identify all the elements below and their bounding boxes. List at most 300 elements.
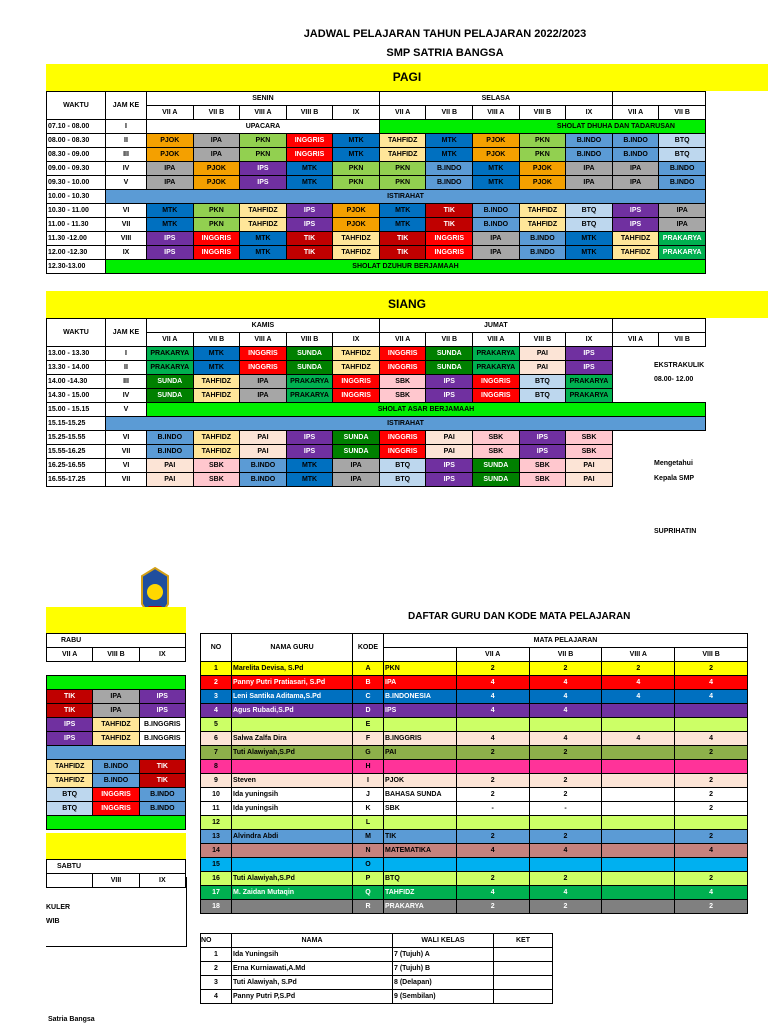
guru-cell: TAHFIDZ	[384, 886, 457, 900]
guru-cell	[602, 774, 675, 788]
subject-cell: TAHFIDZ	[193, 445, 240, 459]
subject-cell: INGGRIS	[473, 375, 520, 389]
guru-cell: Alvindra Abdi	[232, 830, 353, 844]
table-row	[47, 204, 706, 218]
guru-cell	[232, 718, 353, 732]
wali-cell	[494, 990, 553, 1004]
table-row	[47, 718, 186, 732]
subject-cell: TAHFIDZ	[519, 204, 566, 218]
subject-cell: TAHFIDZ	[47, 760, 93, 774]
guru-cell	[602, 704, 675, 718]
subject-cell: PRAKARYA	[147, 347, 194, 361]
subject-cell: IPA	[659, 204, 706, 218]
time-cell: 12.30-13.00	[47, 260, 106, 274]
wali-cell: 8 (Delapan)	[393, 976, 494, 990]
table-row	[201, 948, 553, 962]
guru-cell: 16	[201, 872, 232, 886]
jam-cell: VI	[106, 459, 147, 473]
subject-cell: SUNDA	[426, 347, 473, 361]
class-header: VII B	[426, 333, 473, 347]
table-row	[47, 361, 706, 375]
subject-cell: MTK	[147, 218, 194, 232]
waktu-header: WAKTU	[47, 92, 106, 120]
pagi-schedule-table	[46, 91, 706, 274]
wali-cell: Ida Yuningsih	[232, 948, 393, 962]
guru-cell: 12	[201, 816, 232, 830]
subject-cell: MTK	[193, 361, 240, 375]
class-header: IX	[333, 106, 380, 120]
subject-cell: MTK	[286, 176, 333, 190]
table-row	[47, 176, 706, 190]
subject-cell: BTQ	[47, 788, 93, 802]
subject-cell: MTK	[286, 473, 333, 487]
subject-cell: INGGRIS	[379, 431, 426, 445]
guru-cell: Q	[353, 886, 384, 900]
subject-cell: PAI	[519, 347, 566, 361]
subject-cell: SBK	[566, 431, 613, 445]
class-header: VIII B	[93, 648, 139, 662]
subject-cell: INGGRIS	[379, 445, 426, 459]
guru-cell: 2	[529, 830, 602, 844]
subject-cell: SBK	[193, 473, 240, 487]
guru-cell: 15	[201, 858, 232, 872]
guru-cell: P	[353, 872, 384, 886]
table-row	[47, 120, 706, 134]
table-row	[47, 232, 706, 246]
subject-cell: PKN	[240, 134, 287, 148]
table-row	[201, 872, 748, 886]
table-row	[47, 389, 706, 403]
guru-cell: 2	[201, 676, 232, 690]
subject-cell: PKN	[519, 134, 566, 148]
jam-cell: V	[106, 176, 147, 190]
day-header: SENIN	[147, 92, 380, 106]
jam-cell: I	[106, 347, 147, 361]
subject-cell: IPA	[566, 162, 613, 176]
wali-header: NAMA	[232, 934, 393, 948]
empty-cell	[612, 459, 659, 473]
guru-cell: 4	[456, 704, 529, 718]
subject-cell: MTK	[566, 246, 613, 260]
time-cell: 09.00 - 09.30	[47, 162, 106, 176]
subject-cell: IPS	[426, 473, 473, 487]
class-header: VII B	[529, 648, 602, 662]
day-header	[612, 319, 705, 333]
subject-cell: MTK	[473, 162, 520, 176]
guru-cell	[602, 788, 675, 802]
guru-cell: 2	[675, 662, 748, 676]
table-row	[47, 403, 706, 417]
time-cell: 11.00 - 11.30	[47, 218, 106, 232]
subject-cell: B.INDO	[426, 176, 473, 190]
subject-cell: PRAKARYA	[147, 361, 194, 375]
guru-cell: 1	[201, 662, 232, 676]
jam-cell: VII	[106, 445, 147, 459]
guru-cell	[602, 844, 675, 858]
subject-cell: TIK	[286, 246, 333, 260]
guru-cell: 2	[456, 872, 529, 886]
subject-cell: TIK	[286, 232, 333, 246]
guru-cell: 2	[529, 900, 602, 914]
siang-banner: SIANG	[46, 291, 768, 318]
class-header: VIII B	[519, 333, 566, 347]
subject-cell: PJOK	[193, 176, 240, 190]
table-row	[201, 844, 748, 858]
subject-cell: TIK	[379, 232, 426, 246]
jam-header: JAM KE	[106, 92, 147, 120]
subject-cell: TAHFIDZ	[193, 431, 240, 445]
subject-cell: MTK	[240, 232, 287, 246]
guru-cell: 2	[529, 872, 602, 886]
sabtu-class-ix: IX	[139, 874, 185, 888]
guru-cell: 2	[456, 900, 529, 914]
empty-cell	[612, 375, 659, 389]
class-header: VII A	[456, 648, 529, 662]
subject-cell: IPA	[612, 176, 659, 190]
sabtu-day: SABTU	[47, 860, 186, 874]
jam-cell: IV	[106, 389, 147, 403]
subject-cell: INGGRIS	[286, 134, 333, 148]
subject-cell: SBK	[379, 375, 426, 389]
subject-cell: B.INDO	[147, 431, 194, 445]
subject-cell: MTK	[426, 134, 473, 148]
sholat-cell	[47, 816, 186, 830]
subject-cell: TAHFIDZ	[193, 389, 240, 403]
guru-cell: Marelita Devisa, S.Pd	[232, 662, 353, 676]
subject-cell: B.INDO	[612, 148, 659, 162]
guru-cell: -	[456, 802, 529, 816]
subject-cell: MTK	[379, 204, 426, 218]
subject-cell: SUNDA	[473, 459, 520, 473]
guru-cell: SBK	[384, 802, 457, 816]
class-header: VIII B	[519, 106, 566, 120]
subject-cell: PJOK	[147, 148, 194, 162]
table-row	[47, 148, 706, 162]
wali-cell: 2	[201, 962, 232, 976]
table-row	[201, 830, 748, 844]
subject-cell: SBK	[379, 389, 426, 403]
subject-cell: INGGRIS	[286, 148, 333, 162]
subject-cell: IPS	[286, 431, 333, 445]
pagi-banner: PAGI	[46, 64, 768, 91]
subject-cell: B.INDO	[566, 134, 613, 148]
guru-cell: D	[353, 704, 384, 718]
table-row	[201, 662, 748, 676]
guru-cell	[529, 718, 602, 732]
guru-cell	[232, 760, 353, 774]
wali-cell: Erna Kurniawati,A.Md	[232, 962, 393, 976]
guru-cell	[602, 802, 675, 816]
guru-cell	[529, 816, 602, 830]
guru-cell: 4	[456, 844, 529, 858]
jam-cell: IV	[106, 162, 147, 176]
subject-cell: TAHFIDZ	[93, 718, 139, 732]
subject-cell: TIK	[426, 218, 473, 232]
guru-cell: Agus Rubadi,S.Pd	[232, 704, 353, 718]
wali-header: NO	[201, 934, 232, 948]
subject-cell: B.INDO	[519, 232, 566, 246]
subject-cell: PRAKARYA	[566, 375, 613, 389]
subject-cell: PAI	[240, 431, 287, 445]
day-header: JUMAT	[379, 319, 612, 333]
class-header: VII B	[193, 106, 240, 120]
subject-cell: INGGRIS	[333, 375, 380, 389]
subject-cell: SUNDA	[147, 375, 194, 389]
guru-cell: Ida yuningsih	[232, 802, 353, 816]
guru-cell: 2	[456, 746, 529, 760]
subject-cell: PAI	[566, 473, 613, 487]
guru-cell: L	[353, 816, 384, 830]
time-cell: 13.30 - 14.00	[47, 361, 106, 375]
table-row	[47, 134, 706, 148]
subject-cell: INGGRIS	[93, 788, 139, 802]
table-row	[47, 190, 706, 204]
guru-cell: J	[353, 788, 384, 802]
subject-cell: IPA	[240, 389, 287, 403]
subject-cell: PJOK	[333, 204, 380, 218]
subject-cell: SUNDA	[286, 361, 333, 375]
subject-cell: IPS	[47, 732, 93, 746]
subject-cell: B.INDO	[240, 459, 287, 473]
ekstrakurikuler-label: EKSTRAKULIK	[654, 362, 705, 369]
subject-cell: PRAKARYA	[473, 361, 520, 375]
class-header: VIII A	[473, 106, 520, 120]
guru-cell: IPS	[384, 704, 457, 718]
guru-cell: C	[353, 690, 384, 704]
guru-cell	[232, 900, 353, 914]
time-cell: 15.25-15.55	[47, 431, 106, 445]
rabu-day: RABU	[47, 634, 186, 648]
subject-cell: IPS	[566, 347, 613, 361]
guru-table	[200, 633, 748, 914]
subject-cell: PAI	[147, 473, 194, 487]
subject-cell: IPA	[93, 690, 139, 704]
subject-cell: IPA	[333, 473, 380, 487]
table-row	[201, 704, 748, 718]
subject-cell: IPS	[240, 176, 287, 190]
guru-cell: Tuti Alawiyah,S.Pd	[232, 872, 353, 886]
table-row	[201, 802, 748, 816]
class-header: VII A	[147, 333, 194, 347]
subject-cell: MTK	[566, 232, 613, 246]
guru-cell: -	[529, 802, 602, 816]
class-header: VII B	[659, 333, 706, 347]
jam-cell: III	[106, 375, 147, 389]
subject-cell: BTQ	[379, 459, 426, 473]
wali-header: KET	[494, 934, 553, 948]
class-header: VIII B	[286, 333, 333, 347]
jam-cell: I	[106, 120, 147, 134]
subject-cell: PJOK	[193, 162, 240, 176]
subject-cell: B.INDO	[473, 218, 520, 232]
subject-cell: IPA	[93, 704, 139, 718]
subject-cell: B.INDO	[519, 246, 566, 260]
subject-cell: PRAKARYA	[659, 246, 706, 260]
table-row	[201, 774, 748, 788]
class-header: VIII B	[675, 648, 748, 662]
guru-cell	[529, 858, 602, 872]
class-header: VII A	[147, 106, 194, 120]
jam-cell: VII	[106, 473, 147, 487]
guru-cell: 4	[529, 704, 602, 718]
guru-cell: 14	[201, 844, 232, 858]
school-name: SMP SATRIA BANGSA	[386, 47, 504, 59]
table-row	[47, 690, 186, 704]
guru-cell: M. Zaidan Mutaqin	[232, 886, 353, 900]
sabtu-border	[186, 877, 187, 947]
guru-cell: 17	[201, 886, 232, 900]
subject-cell: B.INDO	[612, 134, 659, 148]
subject-cell: MTK	[193, 347, 240, 361]
class-header: VII A	[379, 106, 426, 120]
table-row	[201, 690, 748, 704]
guru-cell: 2	[675, 788, 748, 802]
table-row	[201, 886, 748, 900]
empty-cell	[612, 389, 659, 403]
wali-cell	[494, 962, 553, 976]
guru-cell: BAHASA SUNDA	[384, 788, 457, 802]
time-cell: 16.25-16.55	[47, 459, 106, 473]
subject-cell: SUNDA	[147, 389, 194, 403]
class-header: VIII B	[286, 106, 333, 120]
guru-header: NO	[201, 634, 232, 662]
subject-cell: IPS	[47, 718, 93, 732]
jam-cell: VIII	[106, 232, 147, 246]
time-cell: 14.30 - 15.00	[47, 389, 106, 403]
table-row	[201, 746, 748, 760]
subject-cell: IPA	[659, 218, 706, 232]
subject-cell: BTQ	[379, 473, 426, 487]
guru-cell: 2	[456, 774, 529, 788]
sabtu-bottom	[46, 946, 187, 947]
subject-cell: PJOK	[333, 218, 380, 232]
subject-cell: BTQ	[47, 802, 93, 816]
sabtu-schedule-table	[46, 859, 186, 888]
guru-cell: 2	[602, 662, 675, 676]
subject-cell: B.INDO	[139, 802, 185, 816]
guru-cell	[232, 816, 353, 830]
table-row	[47, 375, 706, 389]
subject-cell: MTK	[147, 204, 194, 218]
sabtu-class-viii: VIII	[93, 874, 139, 888]
guru-cell: 2	[529, 774, 602, 788]
guru-cell	[384, 718, 457, 732]
guru-cell: 4	[456, 732, 529, 746]
subject-cell: B.INDO	[147, 445, 194, 459]
jam-cell: IX	[106, 246, 147, 260]
subject-cell: BTQ	[519, 389, 566, 403]
guru-cell	[602, 886, 675, 900]
guru-cell: M	[353, 830, 384, 844]
subject-cell: TIK	[426, 204, 473, 218]
wali-cell: 3	[201, 976, 232, 990]
guru-cell: B.INGGRIS	[384, 732, 457, 746]
guru-cell	[602, 746, 675, 760]
subject-cell: TIK	[47, 704, 93, 718]
table-row	[47, 417, 706, 431]
subject-cell: PJOK	[519, 162, 566, 176]
guru-cell: 7	[201, 746, 232, 760]
subject-cell: TAHFIDZ	[379, 134, 426, 148]
table-row	[201, 816, 748, 830]
subject-cell: B.INDO	[473, 204, 520, 218]
subject-cell: IPA	[333, 459, 380, 473]
time-cell: 11.30 -12.00	[47, 232, 106, 246]
subject-cell: IPA	[473, 232, 520, 246]
subject-cell: B.INGGRIS	[139, 718, 185, 732]
guru-cell: 4	[675, 844, 748, 858]
sholat-cell	[47, 676, 186, 690]
subject-cell: MTK	[333, 148, 380, 162]
guru-header	[384, 648, 457, 662]
subject-cell: IPS	[519, 431, 566, 445]
subject-cell: SBK	[473, 431, 520, 445]
guru-cell: N	[353, 844, 384, 858]
guru-cell	[675, 816, 748, 830]
subject-cell: IPS	[286, 445, 333, 459]
guru-title: DAFTAR GURU DAN KODE MATA PELAJARAN	[408, 611, 631, 622]
subject-cell: PKN	[379, 176, 426, 190]
guru-header: KODE	[353, 634, 384, 662]
guru-cell	[384, 858, 457, 872]
jam-header: JAM KE	[106, 319, 147, 347]
guru-cell: Leni Santika Aditama,S.Pd	[232, 690, 353, 704]
wali-cell: Tuti Alawiyah, S.Pd	[232, 976, 393, 990]
subject-cell: B.INGGRIS	[139, 732, 185, 746]
subject-cell: PKN	[333, 162, 380, 176]
class-header: VII A	[47, 648, 93, 662]
guru-cell: 2	[529, 788, 602, 802]
subject-cell: TAHFIDZ	[379, 148, 426, 162]
class-header: VII A	[612, 106, 659, 120]
subject-cell: B.INDO	[93, 774, 139, 788]
guru-cell: 4	[602, 732, 675, 746]
table-row	[47, 774, 186, 788]
subject-cell: IPS	[139, 704, 185, 718]
class-header: VII B	[659, 106, 706, 120]
guru-cell	[384, 816, 457, 830]
subject-cell: SUNDA	[333, 431, 380, 445]
table-row	[47, 732, 186, 746]
subject-cell: TAHFIDZ	[333, 361, 380, 375]
guru-cell: E	[353, 718, 384, 732]
subject-cell: TAHFIDZ	[519, 218, 566, 232]
subject-cell: INGGRIS	[473, 389, 520, 403]
subject-cell: IPA	[612, 162, 659, 176]
class-header: VII B	[193, 333, 240, 347]
time-cell: 10.00 - 10.30	[47, 190, 106, 204]
subject-cell: PJOK	[473, 134, 520, 148]
day-header	[612, 92, 705, 106]
subject-cell: BTQ	[566, 218, 613, 232]
subject-cell: PKN	[379, 162, 426, 176]
guru-cell: 4	[675, 676, 748, 690]
subject-cell: PAI	[426, 445, 473, 459]
guru-cell: 4	[675, 732, 748, 746]
time-cell: 12.00 -12.30	[47, 246, 106, 260]
table-row	[201, 676, 748, 690]
time-cell: 15.55-16.25	[47, 445, 106, 459]
subject-cell: B.INDO	[426, 162, 473, 176]
subject-cell: PAI	[147, 459, 194, 473]
table-row	[47, 760, 186, 774]
guru-cell: 4	[529, 676, 602, 690]
guru-cell: 3	[201, 690, 232, 704]
guru-cell: R	[353, 900, 384, 914]
wali-cell: 9 (Sembilan)	[393, 990, 494, 1004]
subject-cell: PAI	[519, 361, 566, 375]
subject-cell: MTK	[473, 176, 520, 190]
